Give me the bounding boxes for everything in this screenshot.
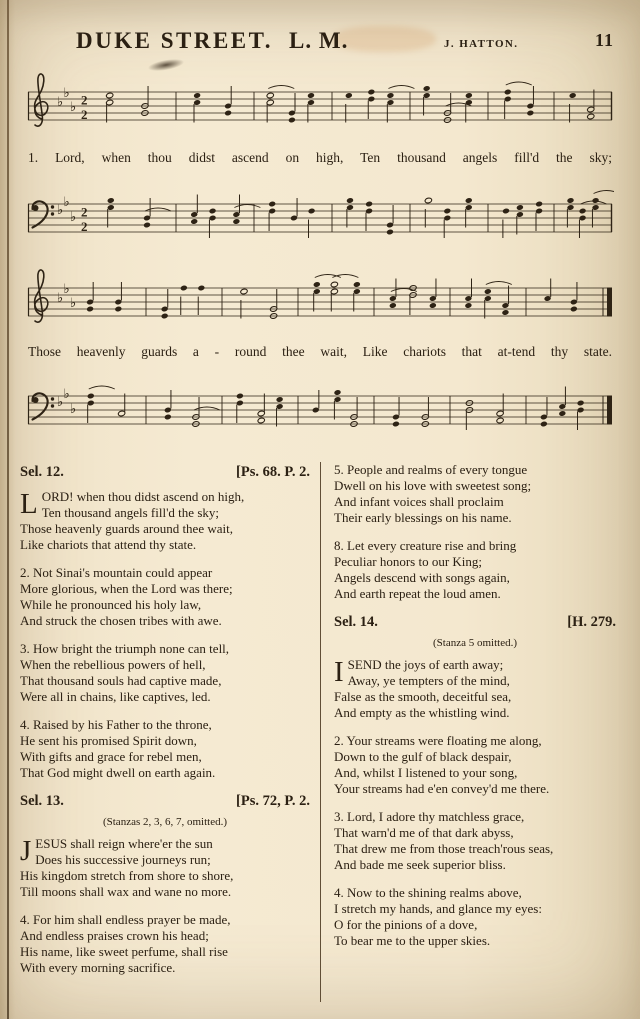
- music-lyrics-line-1: 1. Lord, when thou didst ascend on high, Ten thousand angels fill'd the sky;: [28, 150, 612, 165]
- selection-number: Sel. 13.: [20, 793, 64, 809]
- selection-reference: [Ps. 72, P. 2.: [236, 793, 310, 809]
- hymn-stanza: [334, 462, 616, 526]
- hymn-stanza: [334, 657, 616, 721]
- verse-line: And infant voices shall proclaim: [334, 494, 504, 509]
- verse-line: That God might dwell on earth again.: [20, 765, 216, 780]
- verse-line: With gifts and grace for rebel men,: [20, 749, 202, 764]
- verse-line: And empty as the whistling wind.: [334, 705, 510, 720]
- omitted-stanzas-note: (Stanza 5 omitted.): [432, 637, 517, 649]
- music-staff-treble-2: [26, 262, 614, 346]
- verse-line: Away, ye tempters of the mind,: [347, 673, 510, 688]
- svg-text:2: 2: [81, 204, 88, 220]
- verse-line: 4. Raised by his Father to the throne,: [20, 717, 212, 732]
- verse-line: Were all in chains, like captives, led.: [20, 689, 211, 704]
- verse-line: Till moons shall wax and wane no more.: [20, 884, 232, 899]
- svg-text:♭: ♭: [63, 86, 70, 101]
- svg-text:♭: ♭: [70, 210, 77, 225]
- verse-line: His name, like sweet perfume, shall rise: [20, 944, 228, 959]
- verse-line: Those heavenly guards around thee wait,: [20, 521, 233, 536]
- verse-line: 3. How bright the triumph none can tell,: [20, 641, 230, 656]
- verse-line: Your streams had e'en convey'd me there.: [334, 781, 550, 796]
- verse-line: Like chariots that attend thy state.: [20, 537, 197, 552]
- svg-text:2: 2: [81, 92, 88, 108]
- verse-line: ORD! when thou didst ascend on high,: [41, 489, 245, 504]
- tune-name: DUKE STREET.: [76, 28, 274, 53]
- svg-text:♭: ♭: [70, 100, 77, 115]
- verse-line: That warn'd me of that dark abyss,: [334, 825, 514, 840]
- selection-reference: [H. 279.: [567, 614, 616, 630]
- left-column: [14, 462, 320, 1002]
- verse-line: Angels descend with songs again,: [334, 570, 510, 585]
- verse-line: 4. For him shall endless prayer be made,: [20, 912, 231, 927]
- verse-line: Peculiar honors to our King;: [334, 554, 483, 569]
- verse-line: Does his successive journeys run;: [35, 852, 211, 867]
- omitted-stanzas-note: (Stanzas 2, 3, 6, 7, omitted.): [102, 816, 228, 828]
- verse-line: To bear me to the upper skies.: [334, 933, 491, 948]
- composer-credit: J. HATTON.: [444, 38, 519, 50]
- verse-line: While he pronounced his holy law,: [20, 597, 202, 612]
- page-gutter-line: [7, 0, 9, 1019]
- verse-line: With every morning sacrifice.: [20, 960, 176, 975]
- dropcap-letter: L: [20, 489, 38, 520]
- svg-text:♭: ♭: [63, 195, 70, 210]
- selection-heading: [20, 793, 310, 810]
- verse-line: ESUS shall reign where'er the sun: [35, 836, 213, 851]
- hymn-stanza: [334, 809, 616, 873]
- svg-text:♭: ♭: [57, 203, 64, 218]
- verse-line: When the rebellious powers of hell,: [20, 657, 206, 672]
- verse-line: And bade me seek superior bliss.: [334, 857, 506, 872]
- selection-number: Sel. 14.: [334, 614, 378, 630]
- verse-line: And earth repeat the loud amen.: [334, 586, 501, 601]
- hymn-stanza: [20, 717, 310, 781]
- hymn-stanza: [20, 565, 310, 629]
- verse-line: His kingdom stretch from shore to shore,: [20, 868, 234, 883]
- dropcap-letter: I: [334, 657, 344, 688]
- tune-meter: L. M.: [289, 28, 349, 53]
- selection-number: Sel. 12.: [20, 464, 64, 480]
- svg-text:♭: ♭: [57, 395, 64, 410]
- svg-text:♭: ♭: [70, 402, 77, 417]
- svg-text:♭: ♭: [57, 95, 64, 110]
- hymn-stanza: [20, 912, 310, 976]
- verse-line: 8. Let every creature rise and bring: [334, 538, 517, 553]
- hymn-stanza: [20, 836, 310, 900]
- selection-heading: [334, 614, 616, 631]
- svg-text:♭: ♭: [57, 291, 64, 306]
- verse-line: O for the pinions of a dove,: [334, 917, 478, 932]
- svg-text:♭: ♭: [63, 282, 70, 297]
- verse-line: False as the smooth, deceitful sea,: [334, 689, 512, 704]
- hymn-stanza: [20, 489, 310, 553]
- svg-text:♭: ♭: [63, 387, 70, 402]
- page-number: 11: [594, 30, 614, 50]
- music-staff-bass-2: [26, 370, 614, 454]
- page-header: [0, 28, 640, 66]
- verse-line: 3. Lord, I adore thy matchless grace,: [334, 809, 525, 824]
- music-staff-treble-1: [26, 66, 614, 150]
- hymn-stanza: [334, 538, 616, 602]
- verse-line: That thousand souls had captive made,: [20, 673, 222, 688]
- verse-line: 2. Your streams were floating me along,: [334, 733, 542, 748]
- verse-line: 4. Now to the shining realms above,: [334, 885, 522, 900]
- music-lyrics-line-2: Those heavenly guards a - round thee wait, Like chariots that at-tend thy state.: [28, 344, 612, 359]
- verse-line: More glorious, when the Lord was there;: [20, 581, 233, 596]
- dropcap-letter: J: [20, 836, 32, 867]
- hymn-stanza: [20, 641, 310, 705]
- hymn-stanza: [334, 885, 616, 949]
- verse-line: Dwell on his love with sweetest song;: [334, 478, 532, 493]
- verse-line: I stretch my hands, and glance my eyes:: [334, 901, 542, 916]
- selection-heading: [20, 464, 310, 481]
- svg-text:2: 2: [81, 107, 88, 122]
- hymn-stanza: [334, 733, 616, 797]
- svg-text:2: 2: [81, 219, 88, 234]
- verse-line: And endless praises crown his head;: [20, 928, 209, 943]
- verse-line: And struck the chosen tribes with awe.: [20, 613, 222, 628]
- music-staff-bass-1: [26, 178, 614, 262]
- svg-text:♭: ♭: [70, 296, 77, 311]
- verse-line: And, whilst I listened to your song,: [334, 765, 518, 780]
- verse-line: Their early blessings on his name.: [334, 510, 512, 525]
- right-column: [320, 462, 626, 1002]
- verse-line: Down to the gulf of black despair,: [334, 749, 512, 764]
- verse-line: 5. People and realms of every tongue: [334, 462, 528, 477]
- verse-line: 2. Not Sinai's mountain could appear: [20, 565, 213, 580]
- verse-line: SEND the joys of earth away;: [347, 657, 504, 672]
- hymn-text-section: [14, 462, 626, 1002]
- tune-title: [76, 28, 348, 54]
- verse-line: That drew me from those treach'rous seas,: [334, 841, 554, 856]
- verse-line: Ten thousand angels fill'd the sky;: [41, 505, 219, 520]
- verse-line: He sent his promised Spirit down,: [20, 733, 197, 748]
- selection-reference: [Ps. 68. P. 2.: [236, 464, 310, 480]
